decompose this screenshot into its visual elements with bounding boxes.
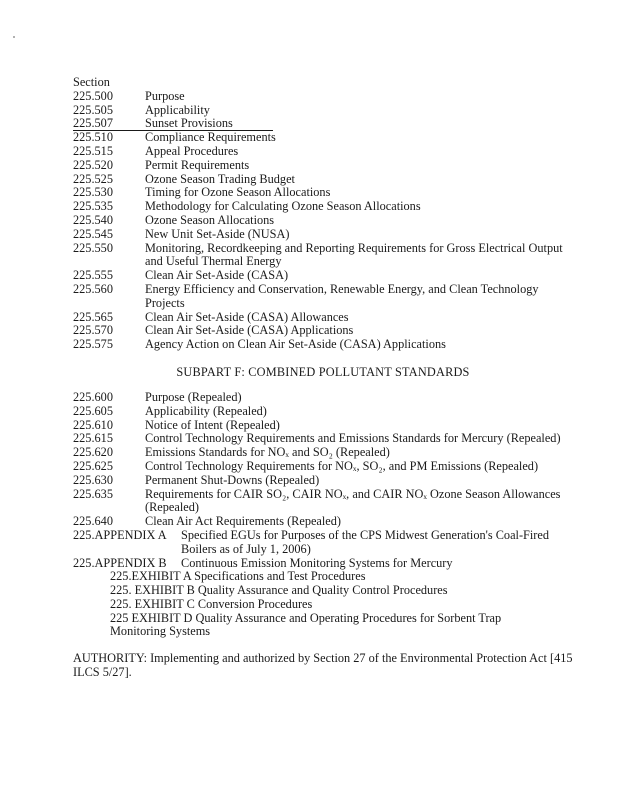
- section-title: Emissions Standards for NOₓ and SO₂ (Repealed): [145, 445, 390, 460]
- section-number: 225.550: [73, 240, 113, 255]
- section-row: [73, 311, 573, 325]
- section-row: [73, 515, 573, 529]
- section-title: Timing for Ozone Season Allocations: [145, 185, 331, 200]
- section-title: Methodology for Calculating Ozone Season Allocations: [145, 199, 421, 214]
- section-row: [73, 214, 573, 228]
- subpart-e-section-list: [73, 90, 573, 352]
- section-row: [73, 145, 573, 159]
- section-title: Monitoring, Recordkeeping and Reporting Requirements for Gross Electrical Output and Useful Thermal Energy: [145, 240, 563, 269]
- section-row: [73, 488, 573, 516]
- appendix-list: [73, 529, 573, 570]
- section-title: Purpose: [145, 88, 185, 103]
- appendix-number: 225.APPENDIX B: [73, 555, 167, 570]
- exhibit-list: [73, 570, 573, 611]
- section-row: [73, 173, 573, 187]
- section-title: Energy Efficiency and Conservation, Renewable Energy, and Clean Technology Projects: [145, 281, 539, 310]
- section-row: [73, 419, 573, 433]
- exhibit-d-line-1: 225 EXHIBIT D Quality Assurance and Operating Procedures for Sorbent Trap: [110, 610, 502, 625]
- section-title: Compliance Requirements: [145, 130, 276, 145]
- section-row: [73, 228, 573, 242]
- section-row: [73, 338, 573, 352]
- section-row: [73, 474, 573, 488]
- section-title: Control Technology Requirements for NOₓ, SO₂, and PM Emissions (Repealed): [145, 458, 539, 473]
- section-number: 225.505: [73, 102, 113, 117]
- section-number: 225.605: [73, 403, 113, 418]
- section-title: Applicability: [145, 102, 210, 117]
- exhibit-entry: 225. EXHIBIT B Quality Assurance and Quality Control Procedures: [110, 583, 448, 598]
- section-row: [73, 186, 573, 200]
- exhibit-entry: 225.EXHIBIT A Specifications and Test Procedures: [110, 569, 366, 584]
- section-number: 225.630: [73, 472, 113, 487]
- section-title: Applicability (Repealed): [145, 403, 267, 418]
- section-title: New Unit Set-Aside (NUSA): [145, 226, 290, 241]
- appendix-title: Specified EGUs for Purposes of the CPS Midwest Generation's Coal-Fired Boilers as of July 1, 2006): [181, 527, 549, 556]
- section-row: [73, 324, 573, 338]
- section-title: Permanent Shut-Downs (Repealed): [145, 472, 320, 487]
- section-number: 225.530: [73, 185, 113, 200]
- subpart-f-heading: SUBPART F: COMBINED POLLUTANT STANDARDS: [176, 364, 470, 379]
- appendix-number: 225.APPENDIX A: [73, 527, 167, 542]
- section-title: Purpose (Repealed): [145, 389, 242, 404]
- section-column-heading: Section: [73, 75, 110, 89]
- section-title: Permit Requirements: [145, 157, 250, 172]
- section-title: Requirements for CAIR SO₂, CAIR NOₓ, and CAIR NOₓ Ozone Season Allowances (Repealed): [145, 486, 561, 515]
- exhibit-d-entry: [73, 612, 573, 640]
- section-title: Sunset Provisions: [145, 116, 233, 131]
- section-row: [73, 117, 573, 131]
- section-number: 225.535: [73, 199, 113, 214]
- section-row: [73, 460, 573, 474]
- section-number: 225.555: [73, 268, 113, 283]
- appendix-row: [73, 557, 573, 571]
- section-title: Clean Air Act Requirements (Repealed): [145, 514, 342, 529]
- section-number: 225.515: [73, 143, 113, 158]
- section-row: [73, 200, 573, 214]
- section-row: [73, 159, 573, 173]
- section-number: 225.625: [73, 458, 113, 473]
- section-number: 225.507: [73, 116, 113, 131]
- section-row: [73, 269, 573, 283]
- section-number: 225.635: [73, 486, 113, 501]
- section-title: Agency Action on Clean Air Set-Aside (CASA) Applications: [145, 337, 446, 352]
- section-number: 225.540: [73, 212, 113, 227]
- section-title: Clean Air Set-Aside (CASA) Allowances: [145, 309, 349, 324]
- section-title: Notice of Intent (Repealed): [145, 417, 280, 432]
- section-number: 225.545: [73, 226, 113, 241]
- section-number: 225.510: [73, 130, 113, 145]
- section-number: 225.565: [73, 309, 113, 324]
- authority-note: AUTHORITY: Implementing and authorized by Section 27 of the Environmental Protection Act [415 ILCS 5/27].: [73, 651, 573, 680]
- section-row: [73, 104, 573, 118]
- section-number: 225.500: [73, 88, 113, 103]
- section-row: [73, 90, 573, 104]
- subpart-f-section-list: [73, 391, 573, 529]
- section-title: Ozone Season Trading Budget: [145, 171, 295, 186]
- exhibit-entry: 225. EXHIBIT C Conversion Procedures: [110, 596, 313, 611]
- section-number: 225.560: [73, 281, 113, 296]
- section-title: Clean Air Set-Aside (CASA): [145, 268, 289, 283]
- appendix-title: Continuous Emission Monitoring Systems for Mercury: [181, 555, 453, 570]
- exhibit-d-line-2: Monitoring Systems: [110, 624, 211, 639]
- section-row: [73, 391, 573, 405]
- section-number: 225.570: [73, 323, 113, 338]
- section-number: 225.575: [73, 337, 113, 352]
- section-row: [73, 242, 573, 270]
- section-number: 225.640: [73, 514, 113, 529]
- section-number: 225.620: [73, 445, 113, 460]
- section-row: [73, 432, 573, 446]
- section-number: 225.615: [73, 431, 113, 446]
- table-of-contents: [73, 76, 573, 679]
- section-row: [73, 405, 573, 419]
- section-title: Clean Air Set-Aside (CASA) Applications: [145, 323, 354, 338]
- section-row: [73, 131, 573, 145]
- section-number: 225.610: [73, 417, 113, 432]
- section-number: 225.525: [73, 171, 113, 186]
- section-title: Control Technology Requirements and Emissions Standards for Mercury (Repealed): [145, 431, 561, 446]
- section-title: Ozone Season Allocations: [145, 212, 275, 227]
- section-number: 225.520: [73, 157, 113, 172]
- scan-speck: [13, 36, 15, 38]
- appendix-row: [73, 529, 573, 557]
- section-row: [73, 446, 573, 460]
- section-title: Appeal Procedures: [145, 143, 239, 158]
- section-number: 225.600: [73, 389, 113, 404]
- section-row: [73, 283, 573, 311]
